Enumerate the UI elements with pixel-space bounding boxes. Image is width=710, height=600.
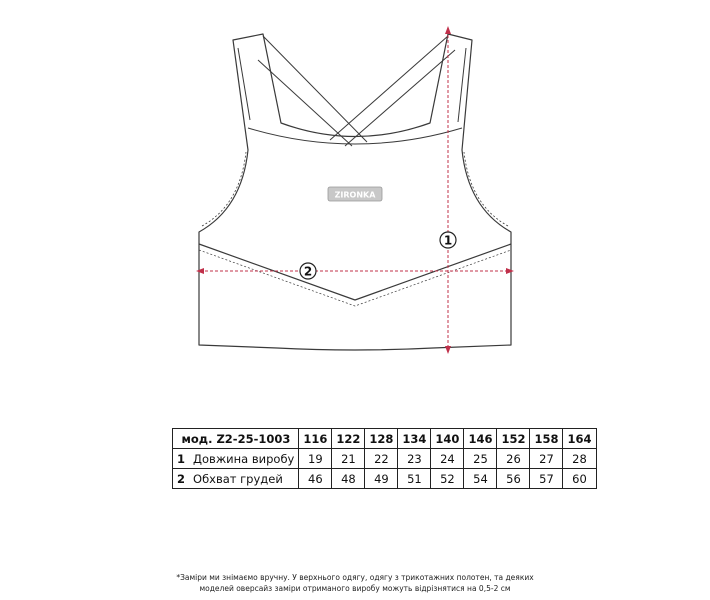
size-table bbox=[172, 428, 597, 489]
measure-length bbox=[440, 26, 456, 354]
row-number: 1 bbox=[173, 449, 190, 469]
cross-strap-a bbox=[263, 36, 367, 142]
left-strap-inner bbox=[238, 48, 250, 120]
size-122: 122 bbox=[332, 429, 365, 449]
measure-length-label: 1 bbox=[443, 233, 453, 248]
brand-logo-text: ZIRONKA bbox=[334, 190, 376, 200]
size-116: 116 bbox=[299, 429, 332, 449]
table-cell: 28 bbox=[563, 449, 596, 469]
table-cell: 19 bbox=[299, 449, 332, 469]
right-strap-inner bbox=[458, 48, 466, 122]
cross-strap-c bbox=[330, 36, 448, 140]
size-140: 140 bbox=[431, 429, 464, 449]
size-128: 128 bbox=[365, 429, 398, 449]
brand-logo-icon bbox=[328, 187, 382, 201]
model-number: мод. Z2-25-1003 bbox=[173, 429, 299, 449]
table-cell: 27 bbox=[530, 449, 563, 469]
table-cell: 52 bbox=[431, 469, 464, 489]
right-armhole-stitch bbox=[464, 152, 508, 226]
table-cell: 25 bbox=[464, 449, 497, 469]
footnote-line-2: моделей оверсайз заміри отриманого виробу можуть відрізнятися на 0,5-2 см bbox=[199, 584, 511, 593]
table-cell: 56 bbox=[497, 469, 530, 489]
size-164: 164 bbox=[563, 429, 596, 449]
param-label: Довжина виробу bbox=[189, 449, 299, 469]
size-134: 134 bbox=[398, 429, 431, 449]
measure-chest-label: 2 bbox=[303, 264, 313, 279]
table-cell: 21 bbox=[332, 449, 365, 469]
measure-chest bbox=[196, 263, 514, 279]
table-cell: 48 bbox=[332, 469, 365, 489]
size-158: 158 bbox=[530, 429, 563, 449]
underbust-seam bbox=[199, 244, 511, 300]
size-header-row bbox=[173, 429, 597, 449]
size-152: 152 bbox=[497, 429, 530, 449]
table-row bbox=[173, 449, 597, 469]
table-cell: 57 bbox=[530, 469, 563, 489]
param-label: Обхват грудей bbox=[189, 469, 299, 489]
table-cell: 46 bbox=[299, 469, 332, 489]
table-cell: 54 bbox=[464, 469, 497, 489]
table-cell: 23 bbox=[398, 449, 431, 469]
footnote bbox=[0, 572, 710, 594]
table-cell: 24 bbox=[431, 449, 464, 469]
table-cell: 60 bbox=[563, 469, 596, 489]
size-146: 146 bbox=[464, 429, 497, 449]
table-cell: 51 bbox=[398, 469, 431, 489]
left-armhole-stitch bbox=[202, 152, 246, 226]
row-number: 2 bbox=[173, 469, 190, 489]
table-cell: 49 bbox=[365, 469, 398, 489]
underbust-stitch bbox=[199, 250, 511, 306]
table-cell: 22 bbox=[365, 449, 398, 469]
table-row bbox=[173, 469, 597, 489]
footnote-line-1: *Заміри ми знімаємо вручну. У верхнього одягу, одягу з трикотажних полотен, та деяких bbox=[176, 573, 534, 582]
table-cell: 26 bbox=[497, 449, 530, 469]
